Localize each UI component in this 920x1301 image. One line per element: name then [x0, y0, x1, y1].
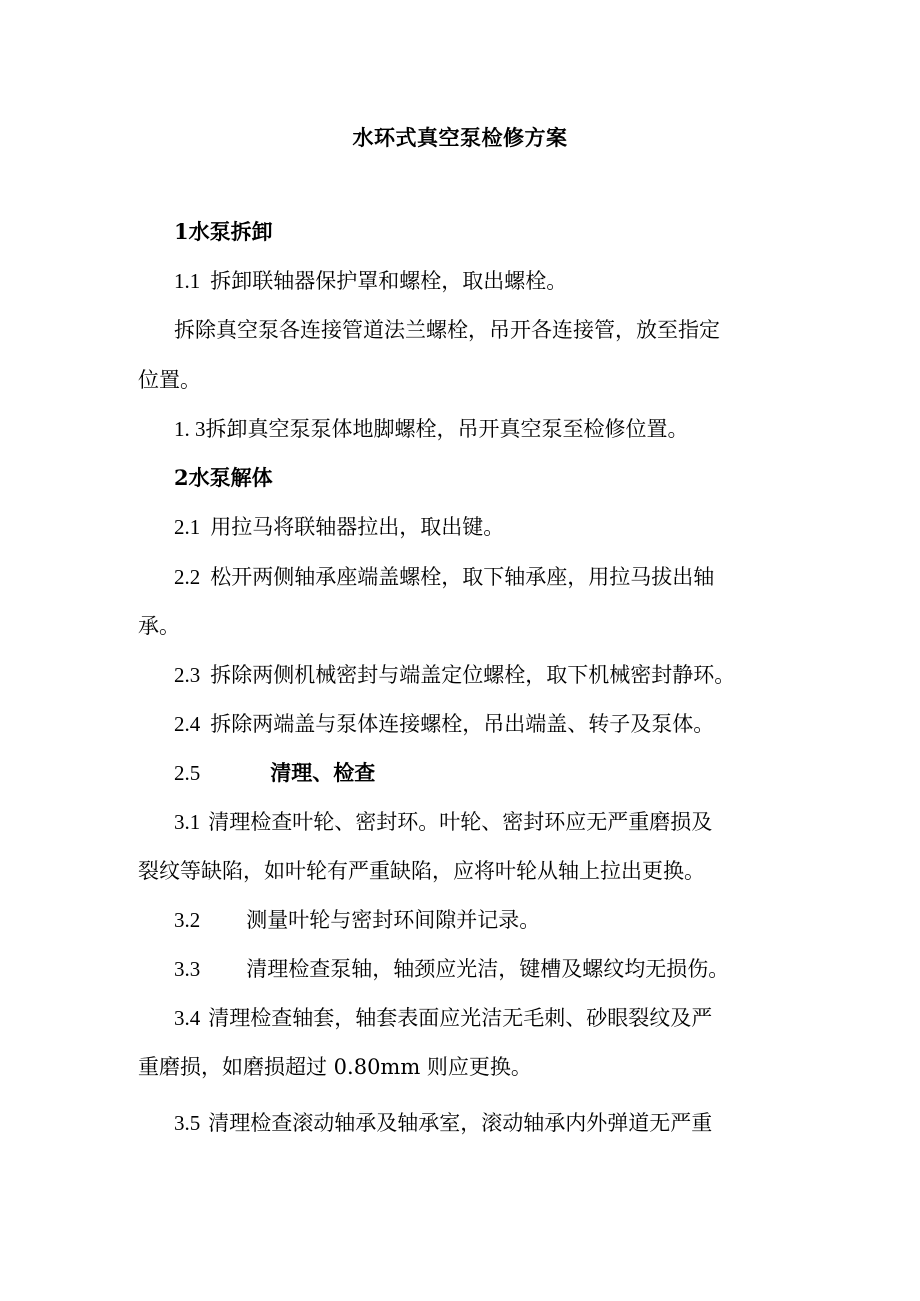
item-number: 2.1 [174, 515, 201, 539]
paragraph-2-3 [174, 659, 735, 691]
item-number: 2.4 [174, 712, 201, 736]
paragraph-3-4-line1 [174, 1002, 712, 1034]
paragraph-3-1-line1 [174, 806, 712, 838]
item-text: 测量叶轮与密封环间隙并记录。 [246, 908, 541, 932]
item-number: 2.5 [174, 761, 201, 785]
paragraph-1-2-line2: 位置。 [138, 368, 201, 392]
item-number: 1.1 [174, 269, 201, 293]
item-text: 清理检查轴套，轴套表面应光洁无毛刺、砂眼裂纹及严 [208, 1006, 713, 1030]
item-text: 拆除两端盖与泵体连接螺栓，吊出端盖、转子及泵体。 [210, 712, 715, 736]
item-number: 2.3 [174, 663, 201, 687]
item-text: 清理检查泵轴，轴颈应光洁，键槽及螺纹均无损伤。 [246, 957, 730, 981]
item-text: 清理、检查 [270, 760, 376, 785]
paragraph-2-2-line1 [174, 561, 714, 593]
section-heading-1: 1水泵拆卸 [174, 219, 273, 244]
item-number: 3.2 [174, 908, 201, 932]
paragraph-1-3 [174, 413, 689, 445]
item-text: 清理检查叶轮、密封环。叶轮、密封环应无严重磨损及 [208, 810, 713, 834]
item-text: 清理检查滚动轴承及轴承室，滚动轴承内外弹道无严重 [208, 1111, 713, 1135]
paragraph-3-1-line2: 裂纹等缺陷，如叶轮有严重缺陷，应将叶轮从轴上拉出更换。 [138, 859, 705, 883]
paragraph-2-5 [174, 757, 375, 789]
paragraph-1-2-line1: 拆除真空泵各连接管道法兰螺栓，吊开各连接管，放至指定 [174, 318, 720, 342]
paragraph-1-1 [174, 265, 567, 297]
item-text: 拆除两侧机械密封与端盖定位螺栓，取下机械密封静环。 [210, 663, 736, 687]
item-number: 3.1 [174, 810, 201, 834]
paragraph-2-2-line2: 承。 [138, 614, 180, 638]
paragraph-3-4-line2: 重磨损，如磨损超过 0.80mm 则应更换。 [138, 1055, 532, 1079]
paragraph-3-3 [174, 953, 729, 985]
item-number: 3.5 [174, 1111, 201, 1135]
paragraph-3-2 [174, 904, 540, 936]
item-number: 1. 3 [174, 417, 206, 441]
item-number: 3.3 [174, 957, 201, 981]
section-heading-2: 2水泵解体 [174, 465, 273, 490]
item-text: 用拉马将联轴器拉出，取出键。 [210, 515, 505, 539]
item-text: 拆卸真空泵泵体地脚螺栓，吊开真空泵至检修位置。 [205, 417, 689, 441]
paragraph-2-1 [174, 511, 504, 543]
paragraph-3-5-line1 [174, 1107, 712, 1139]
item-text: 拆卸联轴器保护罩和螺栓，取出螺栓。 [210, 269, 568, 293]
item-number: 3.4 [174, 1006, 201, 1030]
item-number: 2.2 [174, 565, 201, 589]
item-text: 松开两侧轴承座端盖螺栓，取下轴承座，用拉马拔出轴 [210, 565, 715, 589]
document-title: 水环式真空泵检修方案 [352, 125, 568, 150]
paragraph-2-4 [174, 708, 714, 740]
